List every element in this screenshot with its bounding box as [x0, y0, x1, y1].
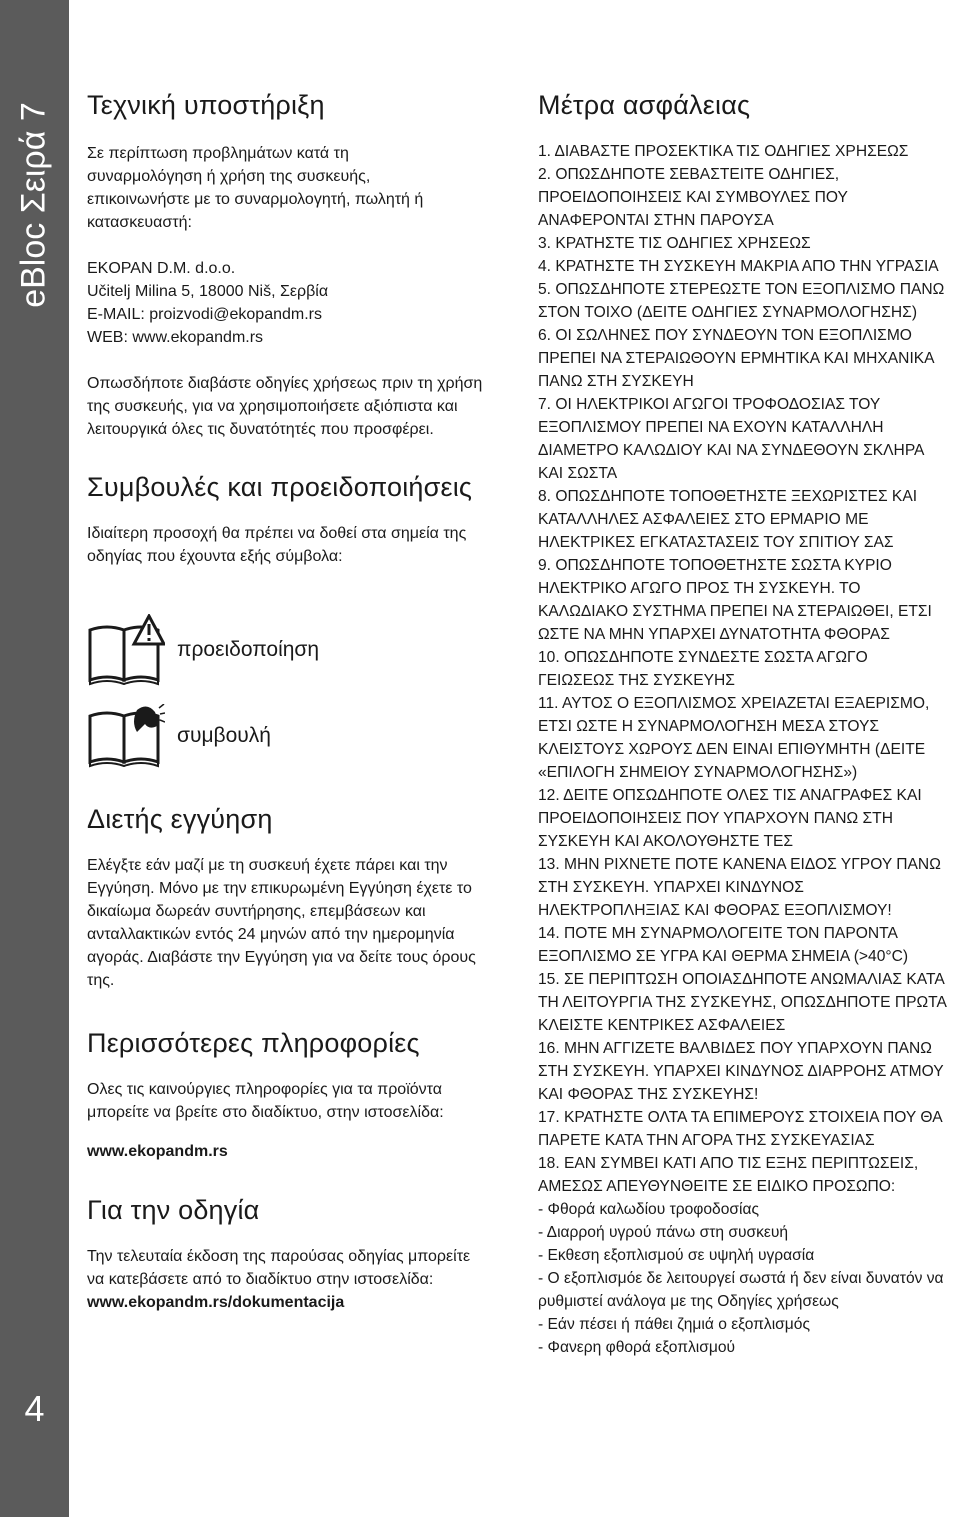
safety-item: 4. ΚΡΑΤΗΣΤΕ ΤΗ ΣΥΣΚΕΥΗ ΜΑΚΡΙΑ ΑΠΟ ΤΗΝ ΥΓΡΑΣΙΑ	[538, 258, 939, 275]
right-column	[538, 88, 948, 1359]
safety-subitem: - Φανερη φθορά εξοπλισμού	[538, 1339, 736, 1356]
company-web[interactable]: WEB: www.ekopandm.rs	[87, 329, 264, 346]
safety-item: 5. ΟΠΩΣΔΗΠΟΤΕ ΣΤΕΡΕΩΣΤΕ ΤΟΝ ΕΞΟΠΛΙΣΜΟ ΠΑΝΩ ΣΤΟΝ ΤΟΙΧΟ (ΔΕΙΤΕ ΟΔΗΓΙΕΣ ΣΥΝΑΡΜΟΛΟΓΗΣΗΣ)	[538, 281, 945, 321]
safety-subitem: - Εκθεση εξοπλισμού σε υψηλή υγρασία	[538, 1247, 815, 1264]
safety-item: 3. ΚΡΑΤΗΣΤΕ ΤΙΣ ΟΔΗΓΙΕΣ ΧΡΗΣΕΩΣ	[538, 235, 811, 252]
book-warning-icon	[87, 614, 165, 686]
more-info-heading: Περισσότερες πληροφορίες	[87, 1028, 420, 1058]
left-column	[87, 88, 507, 1314]
safety-subitem: - Φθορά καλωδίου τροφοδοσίας	[538, 1201, 760, 1218]
manual-url[interactable]: www.ekopandm.rs/dokumentacija	[87, 1294, 345, 1311]
manual-text-body: Την τελευταία έκδοση της παρούσας οδηγίας μπορείτε να κατεβάσετε από το διαδίκτυο στην ιστοσελίδα:	[87, 1248, 471, 1288]
advice-heading: Συμβουλές και προειδοποιήσεις	[87, 472, 473, 502]
sidebar	[0, 0, 69, 1517]
advice-text: Ιδιαίτερη προσοχή θα πρέπει να δοθεί στα σημεία της οδηγίας που έχουντα εξής σύμβολα:	[87, 525, 467, 565]
safety-item: 7. ΟΙ ΗΛΕΚΤΡΙΚΟΙ ΑΓΩΓΟΙ ΤΡΟΦΟΔΟΣΙΑΣ ΤΟΥ ΕΞΟΠΛΙΣΜΟΥ ΠΡΕΠΕΙ ΝΑ ΕΧΟΥΝ ΚΑΤΑΛΛΗΛΗ ΔΙΑΜΕΤΡΟ ΚΑΛΩΔΙΟΥ ΚΑΙ ΝΑ ΣΥΝΔΕΘΟΥΝ ΣΚΛΗΡΑ ΚΑΙ ΣΩΣΤΑ	[538, 396, 924, 482]
safety-list	[538, 140, 948, 1359]
safety-item: 12. ΔΕΙΤΕ ΟΠΣΩΔΗΠΟΤΕ ΟΛΕΣ ΤΙΣ ΑΝΑΓΡΑΦΕΣ ΚΑΙ ΠΡΟΕΙΔΟΠΟΙΗΣΕΙΣ ΠΟΥ ΥΠΑΡΧΟΥΝ ΠΑΝΩ ΣΤΗ ΣΥΣΚΕΥΗ ΚΑΙ ΑΚΟΛΟΥΘΗΣΤΕ ΤΕΣ	[538, 787, 922, 850]
support-intro: Σε περίπτωση προβλημάτων κατά τη συναρμολόγηση ή χρήση της συσκευής, επικοινωνήστε με το συναρμολογητή, πωλητή ή κατασκευαστή:	[87, 145, 424, 231]
safety-subitem: - Διαρροή υγρού πάνω στη συσκευή	[538, 1224, 789, 1241]
company-address: Učitelj Milina 5, 18000 Niš, Σερβία	[87, 283, 329, 300]
company-email[interactable]: E-MAIL: proizvodi@ekopandm.rs	[87, 306, 322, 323]
safety-item: 16. ΜΗΝ ΑΓΓΙΖΕΤΕ ΒΑΛΒΙΔΕΣ ΠΟΥ ΥΠΑΡΧΟΥΝ ΠΑΝΩ ΣΤΗ ΣΥΣΚΕΥΗ. ΥΠΑΡΧΕΙ ΚΙΝΔΥΝΟΣ ΔΙΑΡΡΟΗΣ ΑΤΜΟΥ ΚΑΙ ΦΘΟΡΑΣ ΤΗΣ ΣΥΣΚΕΥΗΣ!	[538, 1040, 944, 1103]
warranty-heading: Διετής εγγύηση	[87, 804, 273, 834]
support-note: Οπωσδήποτε διαβάστε οδηγίες χρήσεως πριν τη χρήση της συσκευής, για να χρησιμοποιήσετε αξιόπιστα και λειτουργικά όλες τις δυνατότητές που προσφέρει.	[87, 375, 483, 438]
support-heading: Τεχνική υποστήριξη	[87, 90, 325, 120]
safety-item: 14. ΠΟΤΕ ΜΗ ΣΥΝΑΡΜΟΛΟΓΕΙΤΕ ΤΟΝ ΠΑΡΟΝΤΑ ΕΞΟΠΛΙΣΜΟ ΣΕ ΥΓΡΑ ΚΑΙ ΘΕΡΜΑ ΣΗΜΕΙΑ (>40°C)	[538, 925, 909, 965]
safety-item: 6. ΟΙ ΣΩΛΗΝΕΣ ΠΟΥ ΣΥΝΔΕΟΥΝ ΤΟΝ ΕΞΟΠΛΙΣΜΟ ΠΡΕΠΕΙ ΝΑ ΣΤΕΡΑΙΩΘΟΥΝ ΕΡΜΗΤΙΚΑ ΚΑΙ ΜΗΧΑΝΙΚΑ ΠΑΝΩ ΣΤΗ ΣΥΣΚΕΥΗ	[538, 327, 934, 390]
more-info-url[interactable]: www.ekopandm.rs	[87, 1143, 228, 1160]
safety-subitem: - Εάν πέσει ή πάθει ζημιά ο εξοπλισμός	[538, 1316, 810, 1333]
book-tip-icon	[87, 704, 165, 768]
page-number: 4	[24, 1388, 45, 1429]
safety-item: 2. ΟΠΩΣΔΗΠΟΤΕ ΣΕΒΑΣΤΕΙΤΕ ΟΔΗΓΙΕΣ, ΠΡΟΕΙΔΟΠΟΙΗΣΕΙΣ ΚΑΙ ΣΥΜΒΟΥΛΕΣ ΠΟΥ ΑΝΑΦΕΡΟΝΤΑΙ ΣΤΗΝ ΠΑΡΟΥΣΑ	[538, 166, 848, 229]
warranty-text: Ελέγξτε εάν μαζί με τη συσκευή έχετε πάρει και την Εγγύηση. Μόνο με την επικυρωμένη Εγγύηση έχετε το δικαίωμα δωρεάν συντήρησης, επεμβάσεων και ανταλλακτικών εντός 24 μηνών από την ημερομηνία αγοράς. Διαβάστε την Εγγύηση για να δείτε τους όρους της.	[87, 857, 476, 989]
safety-item: 17. ΚΡΑΤΗΣΤΕ ΟΛΤΑ ΤΑ ΕΠΙΜΕΡΟΥΣ ΣΤΟΙΧΕΙΑ ΠΟΥ ΘΑ ΠΑΡΕΤΕ ΚΑΤΑ ΤΗΝ ΑΓΟΡΑ ΤΗΣ ΣΥΣΚΕΥΑΣΙΑΣ	[538, 1109, 942, 1149]
safety-item: 1. ΔΙΑΒΑΣΤΕ ΠΡΟΣΕΚΤΙΚΑ ΤΙΣ ΟΔΗΓΙΕΣ ΧΡΗΣΕΩΣ	[538, 143, 909, 160]
series-title: eBloc Σειρά 7	[14, 102, 53, 308]
more-info-text: Ολες τις καινούργιες πληροφορίες για τα προϊόντα μπορείτε να βρείτε στο διαδίκτυο, στην ιστοσελίδα:	[87, 1081, 444, 1121]
safety-item: 13. ΜΗΝ ΡΙΧΝΕΤΕ ΠΟΤΕ ΚΑΝΕΝΑ ΕΙΔΟΣ ΥΓΡΟΥ ΠΑΝΩ ΣΤΗ ΣΥΣΚΕΥΗ. ΥΠΑΡΧΕΙ ΚΙΝΔΥΝΟΣ ΗΛΕΚΤΡΟΠΛΗΞΙΑΣ ΚΑΙ ΦΘΟΡΑΣ ΕΞΟΠΛΙΣΜΟΥ!	[538, 856, 941, 919]
warning-label: προειδοποίηση	[177, 638, 320, 661]
safety-item: 10. ΟΠΩΣΔΗΠΟΤΕ ΣΥΝΔΕΣΤΕ ΣΩΣΤΑ ΑΓΩΓΟ ΓΕΙΩΣΕΩΣ ΤΗΣ ΣΥΣΚΕΥΗΣ	[538, 649, 868, 689]
safety-item: 15. ΣΕ ΠΕΡΙΠΤΩΣΗ ΟΠΟΙΑΣΔΗΠΟΤΕ ΑΝΩΜΑΛΙΑΣ ΚΑΤΑ ΤΗ ΛΕΙΤΟΥΡΓΙΑ ΤΗΣ ΣΥΣΚΕΥΗΣ, ΟΠΩΣΔΗΠΟΤΕ ΠΡΩΤΑ ΚΛΕΙΣΤΕ ΚΕΝΤΡΙΚΕΣ ΑΣΦΑΛΕΙΕΣ	[538, 971, 947, 1034]
safety-item: 9. ΟΠΩΣΔΗΠΟΤΕ ΤΟΠΟΘΕΤΗΣΤΕ ΣΩΣΤΑ ΚΥΡΙΟ ΗΛΕΚΤΡΙΚΟ ΑΓΩΓΟ ΠΡΟΣ ΤΗ ΣΥΣΚΕΥΗ. ΤΟ ΚΑΛΩΔΙΑΚΟ ΣΥΣΤΗΜΑ ΠΡΕΠΕΙ ΝΑ ΣΤΕΡΑΙΩΘΕΙ, ΕΤΣΙ ΩΣΤΕ ΝΑ ΜΗΝ ΥΠΑΡΧΕΙ ΔΥΝΑΤΟΤΗΤΑ ΦΘΟΡΑΣ	[538, 557, 932, 643]
company-name: EKOPAN D.M. d.o.o.	[87, 260, 236, 277]
safety-heading: Μέτρα ασφάλειας	[538, 90, 751, 120]
safety-item: 8. ΟΠΩΣΔΗΠΟΤΕ ΤΟΠΟΘΕΤΗΣΤΕ ΞΕΧΩΡΙΣΤΕΣ ΚΑΙ ΚΑΤΑΛΛΗΛΕΣ ΑΣΦΑΛΕΙΕΣ ΣΤΟ ΕΡΜΑΡΙΟ ΜΕ ΗΛΕΚΤΡΙΚΕΣ ΕΓΚΑΤΑΣΤΑΣΕΙΣ ΤΟΥ ΣΠΙΤΙΟΥ ΣΑΣ	[538, 488, 918, 551]
safety-item: 11. ΑΥΤΟΣ Ο ΕΞΟΠΛΙΣΜΟΣ ΧΡΕΙΑΖΕΤΑΙ ΕΞΑΕΡΙΣΜΟ, ΕΤΣΙ ΩΣΤΕ Η ΣΥΝΑΡΜΟΛΟΓΗΣΗ ΜΕΣΑ ΣΤΟΥΣ ΚΛΕΙΣΤΟΥΣ ΧΩΡΟΥΣ ΔΕΝ ΕΙΝΑΙ ΕΠΙΘΥΜΗΤΗ (ΔΕΙΤΕ «ΕΠΙΛΟΓΗ ΣΗΜΕΙΟΥ ΣΥΝΑΡΜΟΛΟΓΗΣΗΣ»)	[538, 695, 930, 781]
tip-symbol-row	[87, 704, 507, 768]
tip-label: συμβουλή	[177, 724, 271, 747]
manual-text	[87, 1245, 487, 1314]
manual-heading: Για την οδηγία	[87, 1195, 260, 1225]
safety-item: 18. ΕΑΝ ΣΥΜΒΕΙ ΚΑΤΙ ΑΠΟ ΤΙΣ ΕΞΗΣ ΠΕΡΙΠΤΩΣΕΙΣ, ΑΜΕΣΩΣ ΑΠΕΥΘΥΝΘΕΙΤΕ ΣΕ ΕΙΔΙΚΟ ΠΡΟΣΩΠΟ:	[538, 1155, 919, 1195]
safety-subitem: - Ο εξοπλισμόε δε λειτουργεί σωστά ή δεν είναι δυνατόν να ρυθμιστεί ανάλογα με της Οδηγίες χρήσεως	[538, 1270, 944, 1310]
warning-symbol-row	[87, 614, 507, 686]
